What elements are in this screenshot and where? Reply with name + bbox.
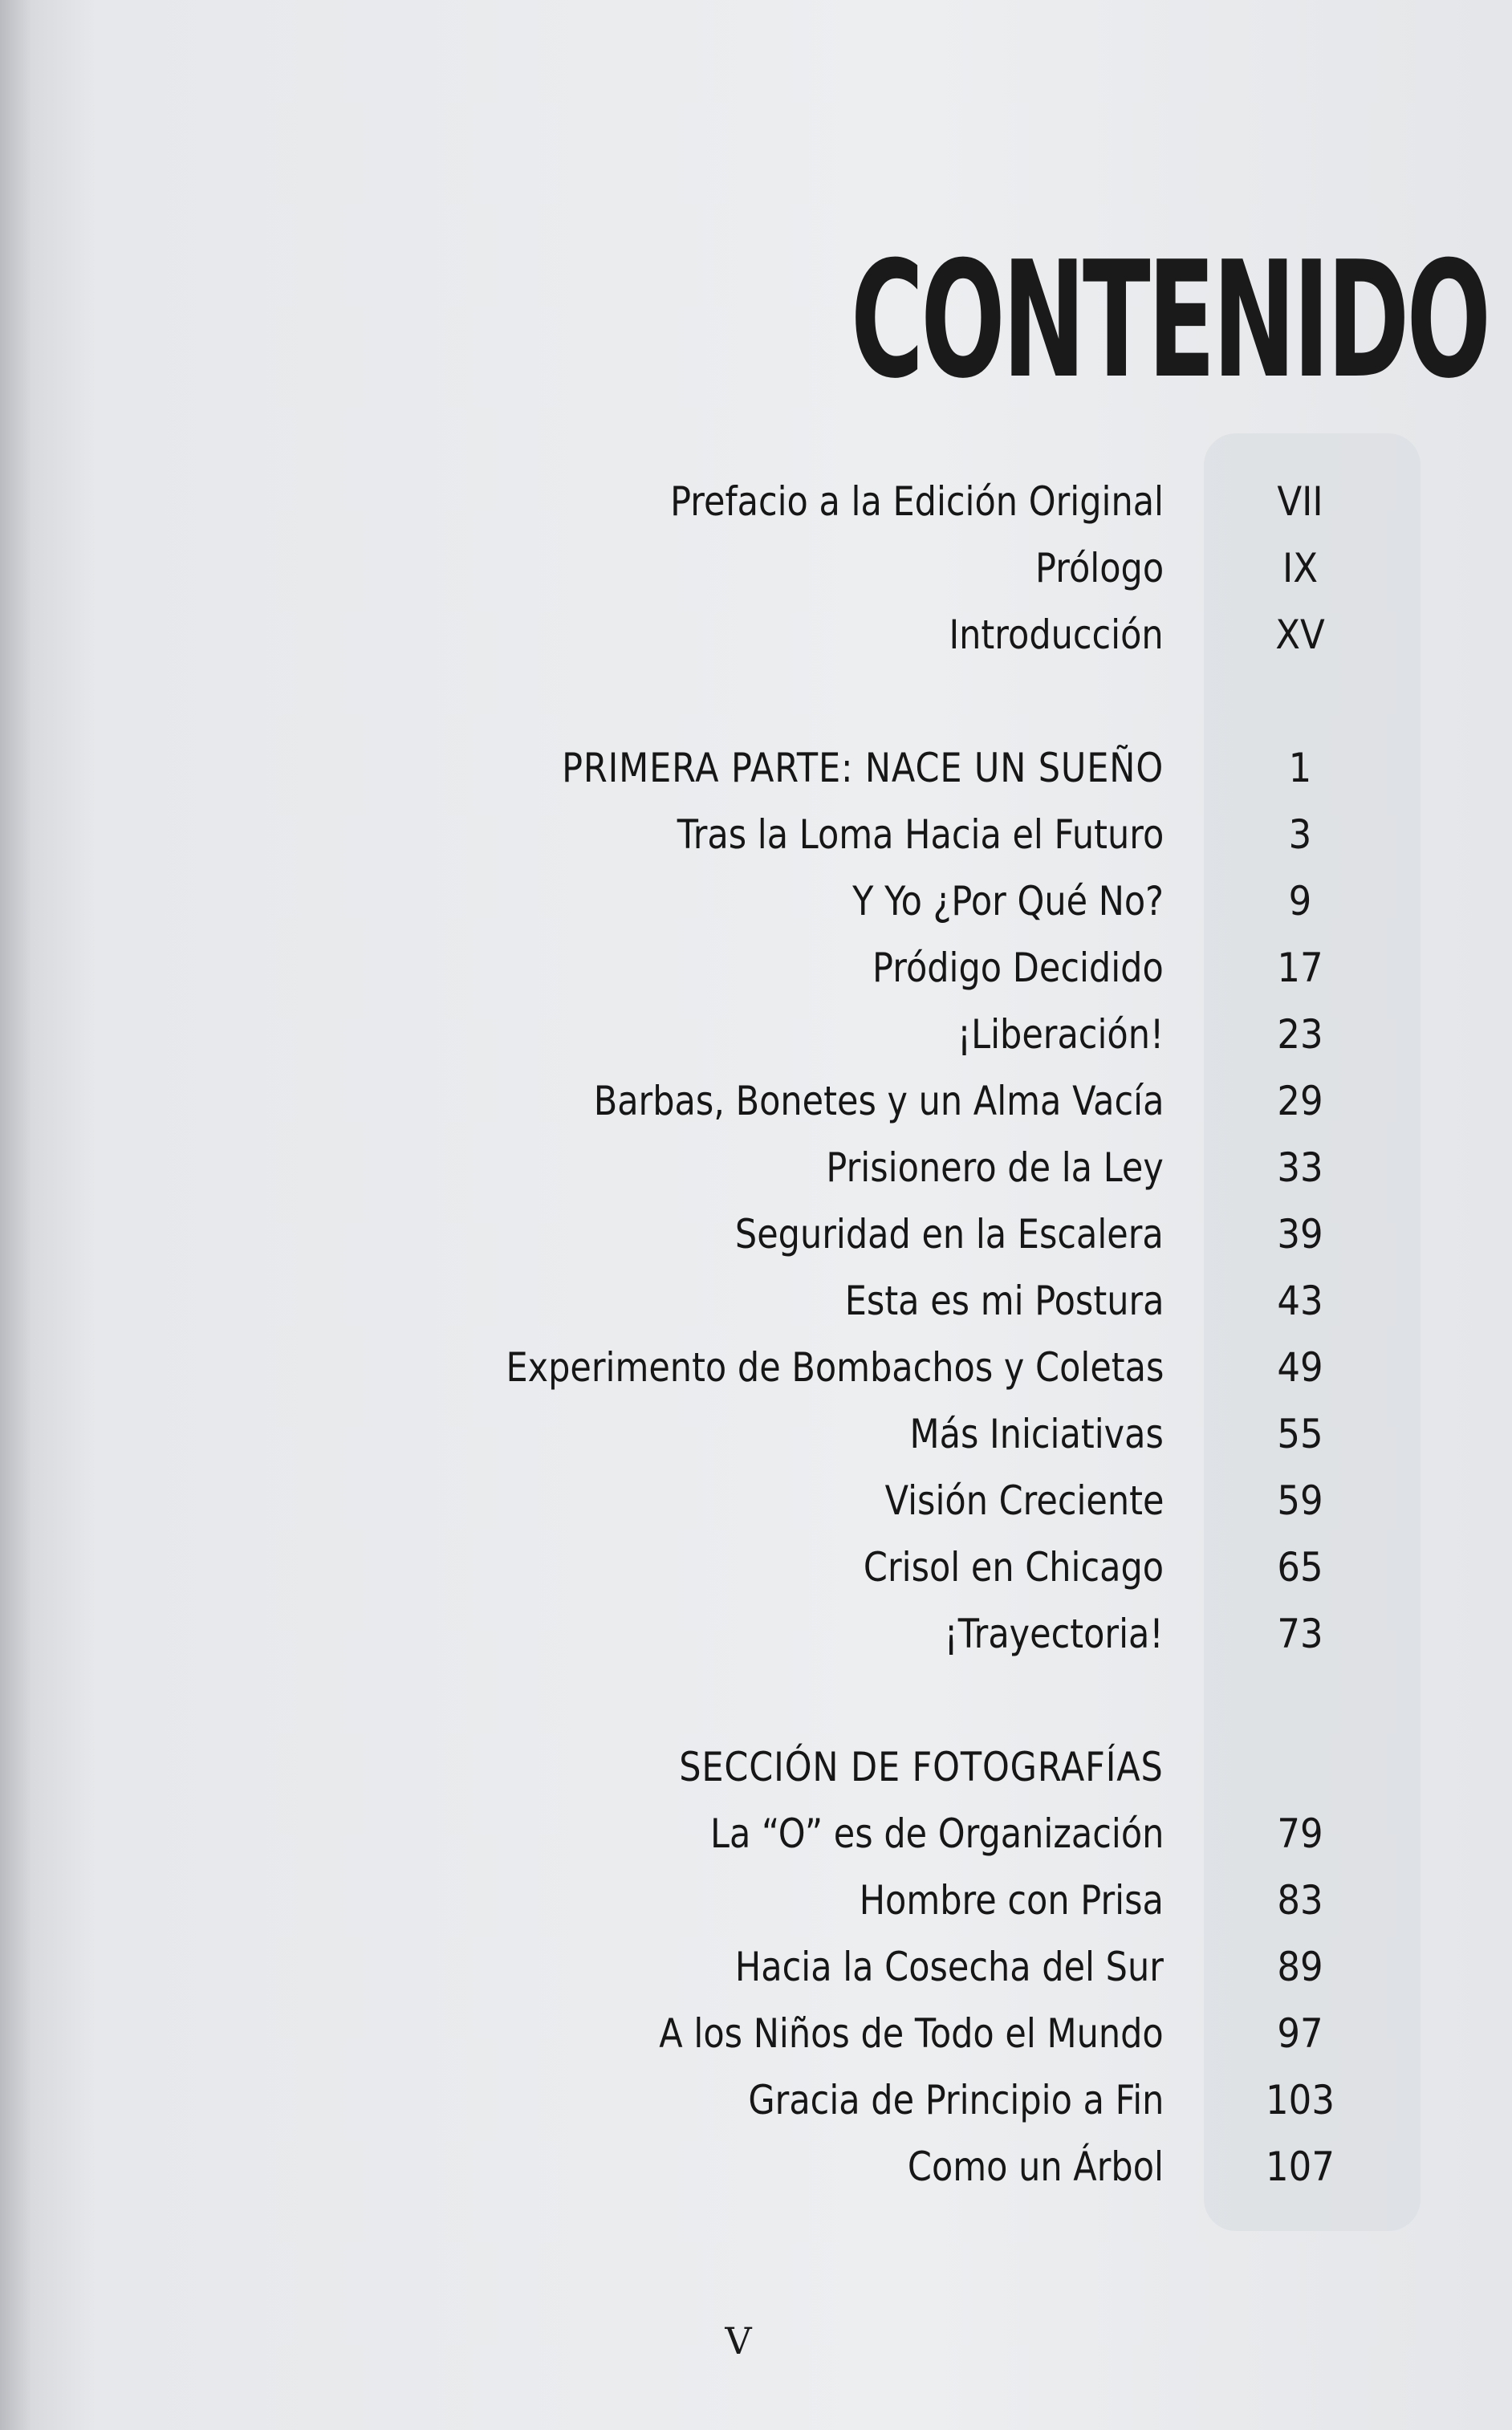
toc-entry-title: Gracia de Principio a Fin bbox=[747, 2077, 1164, 2123]
toc-entry-title: Tras la Loma Hacia el Futuro bbox=[677, 811, 1164, 858]
toc-entry bbox=[321, 473, 1348, 530]
toc-entry-page: 59 bbox=[1277, 1477, 1323, 1524]
toc-entry-title: Hombre con Prisa bbox=[859, 1877, 1164, 1924]
toc-entry-title: Experimento de Bombachos y Coletas bbox=[506, 1344, 1164, 1391]
toc-entry-page: 55 bbox=[1277, 1411, 1323, 1457]
toc-entry-page: 39 bbox=[1277, 1211, 1323, 1258]
toc-entry-page: 65 bbox=[1277, 1544, 1323, 1591]
page-title: CONTENIDO bbox=[851, 227, 1489, 414]
toc-entry bbox=[321, 1473, 1348, 1529]
toc-entry bbox=[321, 1939, 1348, 1995]
toc-entry-page: 83 bbox=[1277, 1877, 1323, 1924]
toc-entry bbox=[321, 2139, 1348, 2195]
toc-entry-page: 103 bbox=[1266, 2077, 1335, 2123]
toc-entry bbox=[321, 1006, 1348, 1063]
toc-section-heading bbox=[321, 740, 1348, 796]
toc-entry-page: 107 bbox=[1266, 2144, 1335, 2190]
toc-entry bbox=[321, 1606, 1348, 1662]
toc-entry bbox=[321, 1140, 1348, 1196]
toc-entry bbox=[321, 1806, 1348, 1862]
toc-entry-title: Barbas, Bonetes y un Alma Vacía bbox=[593, 1078, 1164, 1124]
toc-entry-title: SECCIÓN DE FOTOGRAFÍAS bbox=[679, 1744, 1164, 1790]
toc-entry bbox=[321, 1339, 1348, 1396]
toc-section-heading bbox=[321, 1739, 1348, 1795]
toc-entry bbox=[321, 807, 1348, 863]
toc-entry-title: ¡Liberación! bbox=[957, 1011, 1164, 1058]
page-number: V bbox=[725, 2319, 752, 2363]
toc-entry-page: 43 bbox=[1277, 1278, 1323, 1324]
toc-entry bbox=[321, 607, 1348, 663]
toc-entry-page: 3 bbox=[1288, 811, 1312, 858]
toc-entry-page: 1 bbox=[1288, 745, 1312, 791]
toc-entry bbox=[321, 1406, 1348, 1462]
toc-entry bbox=[321, 1539, 1348, 1595]
toc-entry bbox=[321, 940, 1348, 996]
toc-entry bbox=[321, 1872, 1348, 1928]
toc-entry-page: 49 bbox=[1277, 1344, 1323, 1391]
toc-entry-page: 97 bbox=[1277, 2010, 1323, 2057]
toc-entry-title: La “O” es de Organización bbox=[709, 1810, 1164, 1857]
toc-entry-title: Introducción bbox=[949, 612, 1164, 658]
toc-entry-page: 89 bbox=[1277, 1944, 1323, 1990]
toc-entry-page: 17 bbox=[1277, 945, 1323, 991]
toc-entry-title: Pródigo Decidido bbox=[872, 945, 1164, 991]
toc-entry-title: Más Iniciativas bbox=[909, 1411, 1164, 1457]
toc-entry bbox=[321, 1073, 1348, 1129]
toc-entry-title: Seguridad en la Escalera bbox=[735, 1211, 1164, 1258]
toc-entry-title: Crisol en Chicago bbox=[863, 1544, 1164, 1591]
toc-entry bbox=[321, 540, 1348, 596]
toc-entry-title: ¡Trayectoria! bbox=[944, 1611, 1164, 1657]
toc-entry bbox=[321, 1206, 1348, 1262]
toc-entry-page: 73 bbox=[1277, 1611, 1323, 1657]
toc-entry-title: Esta es mi Postura bbox=[844, 1278, 1164, 1324]
toc-entry-title: Y Yo ¿Por Qué No? bbox=[852, 878, 1164, 924]
toc-entry-page: VII bbox=[1277, 478, 1323, 525]
toc-entry-title: Visión Creciente bbox=[884, 1477, 1164, 1524]
toc-entry bbox=[321, 2005, 1348, 2062]
toc-entry-title: PRIMERA PARTE: NACE UN SUEÑO bbox=[562, 745, 1164, 791]
toc-entry-page: XV bbox=[1275, 612, 1325, 658]
toc-entry-page: IX bbox=[1282, 545, 1319, 591]
toc-entry-page: 33 bbox=[1277, 1144, 1323, 1191]
toc-entry-title: Prefacio a la Edición Original bbox=[670, 478, 1164, 525]
toc-entry-page: 79 bbox=[1277, 1810, 1323, 1857]
toc-entry bbox=[321, 1273, 1348, 1329]
toc-entry-page: 9 bbox=[1288, 878, 1312, 924]
toc-entry-title: A los Niños de Todo el Mundo bbox=[659, 2010, 1164, 2057]
toc-entry bbox=[321, 2072, 1348, 2128]
toc-entry-title: Prisionero de la Ley bbox=[826, 1144, 1164, 1191]
toc-entry-title: Prólogo bbox=[1034, 545, 1164, 591]
toc-entry-title: Hacia la Cosecha del Sur bbox=[735, 1944, 1164, 1990]
toc-entry bbox=[321, 873, 1348, 929]
toc-entry-title: Como un Árbol bbox=[907, 2144, 1164, 2190]
toc-entry-page: 23 bbox=[1277, 1011, 1323, 1058]
toc-entry-page: 29 bbox=[1277, 1078, 1323, 1124]
